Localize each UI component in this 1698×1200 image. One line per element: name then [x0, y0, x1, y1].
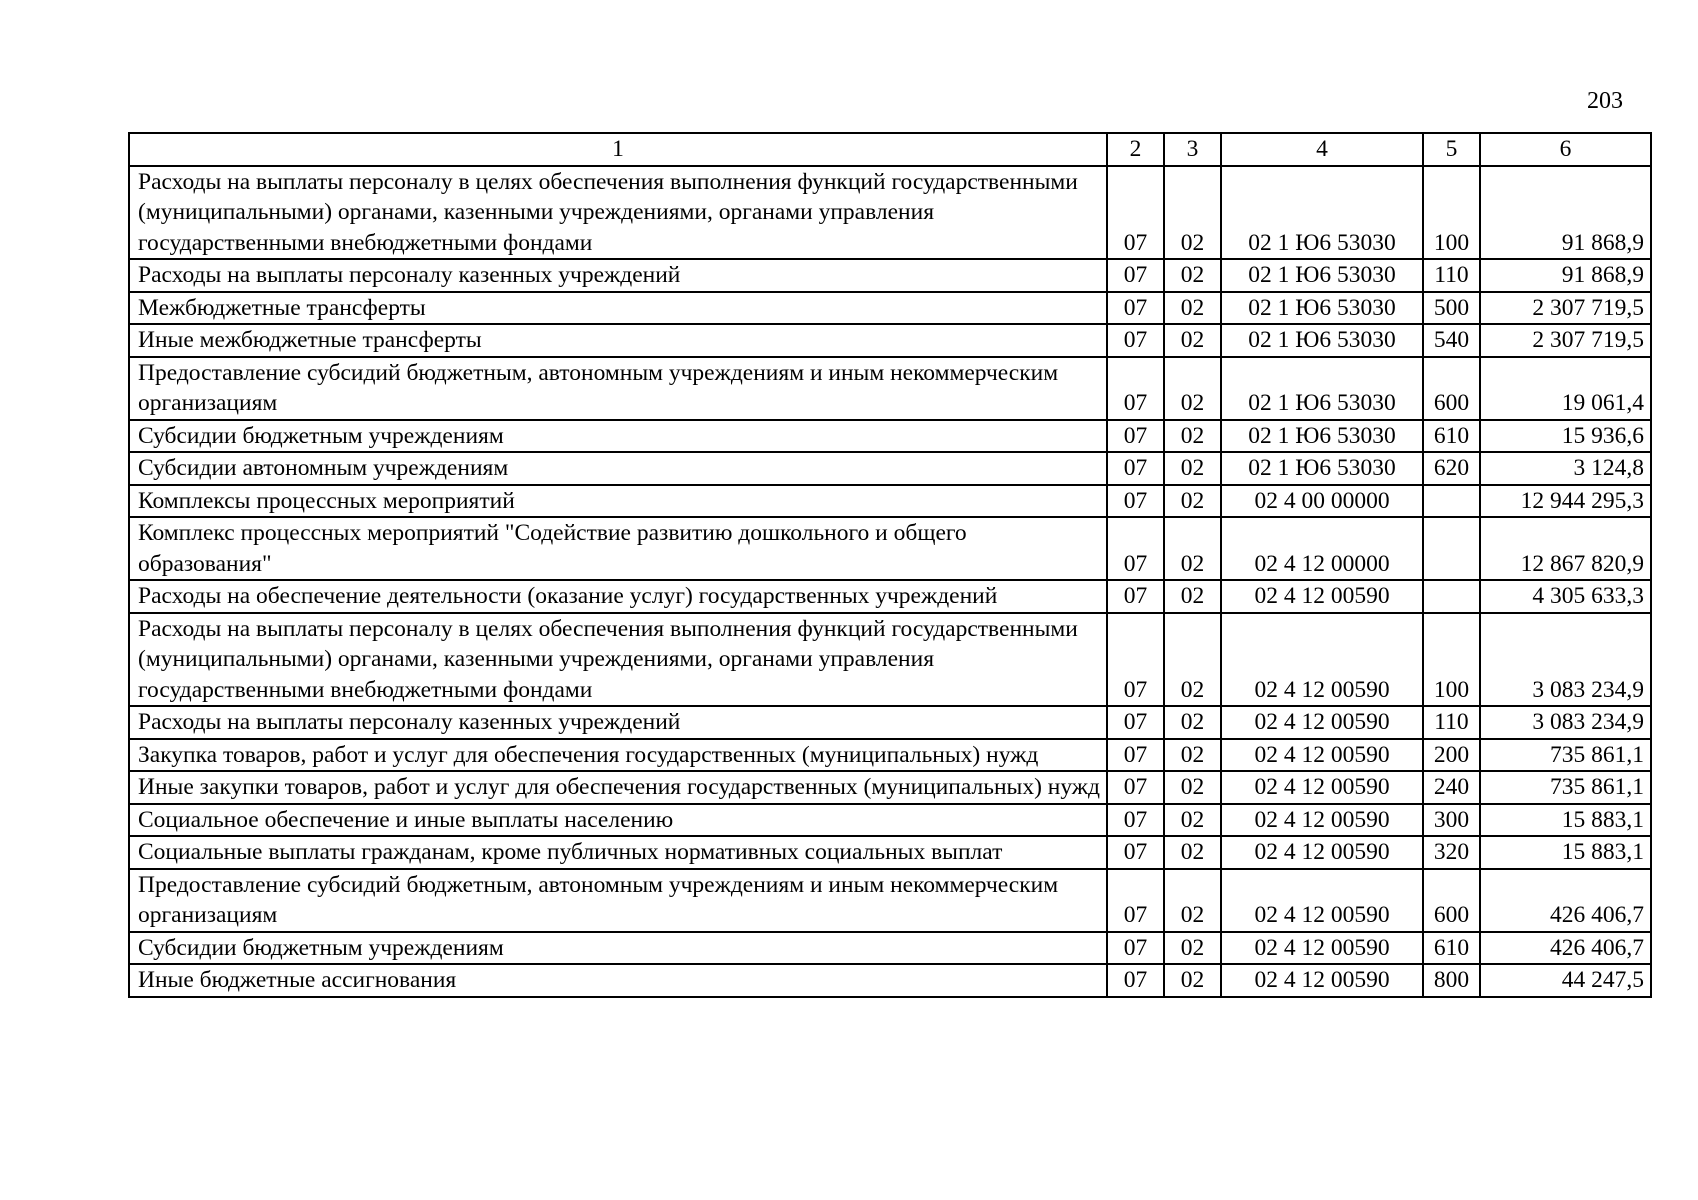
row-expense-type: 600 — [1423, 357, 1480, 420]
page-number: 203 — [1587, 88, 1623, 114]
row-subsection: 02 — [1164, 804, 1221, 837]
row-amount: 91 868,9 — [1480, 166, 1651, 260]
row-section: 07 — [1107, 324, 1164, 357]
row-subsection: 02 — [1164, 739, 1221, 772]
row-section: 07 — [1107, 932, 1164, 965]
row-expense-type: 100 — [1423, 166, 1480, 260]
column-header-1: 1 — [129, 133, 1107, 166]
row-expense-type: 320 — [1423, 836, 1480, 869]
row-name: Предоставление субсидий бюджетным, автономным учреждениям и иным некоммерческим организациям — [129, 869, 1107, 932]
column-header-3: 3 — [1164, 133, 1221, 166]
row-name: Расходы на обеспечение деятельности (оказание услуг) государственных учреждений — [129, 580, 1107, 613]
row-section: 07 — [1107, 357, 1164, 420]
row-expense-type: 540 — [1423, 324, 1480, 357]
row-section: 07 — [1107, 166, 1164, 260]
table-header — [129, 133, 1651, 166]
column-header-5: 5 — [1423, 133, 1480, 166]
row-target-code: 02 4 12 00590 — [1221, 932, 1423, 965]
row-subsection: 02 — [1164, 357, 1221, 420]
row-section: 07 — [1107, 452, 1164, 485]
row-subsection: 02 — [1164, 964, 1221, 997]
row-expense-type: 240 — [1423, 771, 1480, 804]
row-target-code: 02 1 Ю6 53030 — [1221, 292, 1423, 325]
table-row — [129, 357, 1651, 420]
row-section: 07 — [1107, 292, 1164, 325]
table-row — [129, 964, 1651, 997]
table-row — [129, 292, 1651, 325]
row-target-code: 02 1 Ю6 53030 — [1221, 452, 1423, 485]
table-row — [129, 771, 1651, 804]
row-target-code: 02 4 12 00590 — [1221, 580, 1423, 613]
row-name: Предоставление субсидий бюджетным, автономным учреждениям и иным некоммерческим организациям — [129, 357, 1107, 420]
row-name: Иные бюджетные ассигнования — [129, 964, 1107, 997]
row-expense-type: 100 — [1423, 613, 1480, 707]
row-name: Закупка товаров, работ и услуг для обеспечения государственных (муниципальных) нужд — [129, 739, 1107, 772]
row-subsection: 02 — [1164, 580, 1221, 613]
row-subsection: 02 — [1164, 166, 1221, 260]
row-name: Расходы на выплаты персоналу в целях обеспечения выполнения функций государственными (муниципальными) органами, казенными учреждениями, органами управления государственными внебюджетными фондами — [129, 166, 1107, 260]
row-name: Расходы на выплаты персоналу казенных учреждений — [129, 706, 1107, 739]
row-expense-type — [1423, 485, 1480, 518]
row-name: Социальное обеспечение и иные выплаты населению — [129, 804, 1107, 837]
row-subsection: 02 — [1164, 771, 1221, 804]
row-subsection: 02 — [1164, 485, 1221, 518]
row-name: Межбюджетные трансферты — [129, 292, 1107, 325]
table-row — [129, 580, 1651, 613]
row-name: Расходы на выплаты персоналу в целях обеспечения выполнения функций государственными (муниципальными) органами, казенными учреждениями, органами управления государственными внебюджетными фондами — [129, 613, 1107, 707]
row-section: 07 — [1107, 836, 1164, 869]
row-section: 07 — [1107, 580, 1164, 613]
row-expense-type: 200 — [1423, 739, 1480, 772]
row-amount: 12 867 820,9 — [1480, 517, 1651, 580]
row-section: 07 — [1107, 259, 1164, 292]
row-target-code: 02 4 12 00590 — [1221, 706, 1423, 739]
row-subsection: 02 — [1164, 517, 1221, 580]
row-section: 07 — [1107, 485, 1164, 518]
table-row — [129, 420, 1651, 453]
row-amount: 735 861,1 — [1480, 771, 1651, 804]
table-row — [129, 739, 1651, 772]
row-amount: 2 307 719,5 — [1480, 292, 1651, 325]
row-section: 07 — [1107, 517, 1164, 580]
row-target-code: 02 4 12 00590 — [1221, 739, 1423, 772]
row-section: 07 — [1107, 739, 1164, 772]
row-amount: 91 868,9 — [1480, 259, 1651, 292]
table-row — [129, 932, 1651, 965]
row-subsection: 02 — [1164, 452, 1221, 485]
row-expense-type: 300 — [1423, 804, 1480, 837]
row-expense-type: 600 — [1423, 869, 1480, 932]
column-header-2: 2 — [1107, 133, 1164, 166]
row-amount: 426 406,7 — [1480, 932, 1651, 965]
row-expense-type: 610 — [1423, 420, 1480, 453]
row-target-code: 02 4 12 00590 — [1221, 804, 1423, 837]
column-header-4: 4 — [1221, 133, 1423, 166]
row-name: Комплекс процессных мероприятий "Содействие развитию дошкольного и общего образования" — [129, 517, 1107, 580]
row-expense-type — [1423, 580, 1480, 613]
row-target-code: 02 1 Ю6 53030 — [1221, 259, 1423, 292]
row-expense-type: 500 — [1423, 292, 1480, 325]
row-subsection: 02 — [1164, 420, 1221, 453]
row-target-code: 02 1 Ю6 53030 — [1221, 324, 1423, 357]
row-target-code: 02 4 00 00000 — [1221, 485, 1423, 518]
row-target-code: 02 4 12 00590 — [1221, 613, 1423, 707]
row-name: Социальные выплаты гражданам, кроме публичных нормативных социальных выплат — [129, 836, 1107, 869]
row-amount: 4 305 633,3 — [1480, 580, 1651, 613]
budget-table — [128, 132, 1652, 998]
row-section: 07 — [1107, 771, 1164, 804]
row-amount: 2 307 719,5 — [1480, 324, 1651, 357]
row-expense-type: 110 — [1423, 706, 1480, 739]
table-row — [129, 706, 1651, 739]
row-amount: 44 247,5 — [1480, 964, 1651, 997]
row-amount: 3 083 234,9 — [1480, 706, 1651, 739]
row-target-code: 02 4 12 00590 — [1221, 836, 1423, 869]
row-target-code: 02 4 12 00000 — [1221, 517, 1423, 580]
row-target-code: 02 1 Ю6 53030 — [1221, 420, 1423, 453]
row-section: 07 — [1107, 420, 1164, 453]
row-subsection: 02 — [1164, 259, 1221, 292]
table-body — [129, 166, 1651, 997]
row-name: Расходы на выплаты персоналу казенных учреждений — [129, 259, 1107, 292]
row-subsection: 02 — [1164, 706, 1221, 739]
row-amount: 12 944 295,3 — [1480, 485, 1651, 518]
row-expense-type: 800 — [1423, 964, 1480, 997]
row-name: Комплексы процессных мероприятий — [129, 485, 1107, 518]
table-row — [129, 613, 1651, 707]
row-target-code: 02 4 12 00590 — [1221, 964, 1423, 997]
row-section: 07 — [1107, 964, 1164, 997]
row-expense-type — [1423, 517, 1480, 580]
row-name: Субсидии бюджетным учреждениям — [129, 420, 1107, 453]
row-target-code: 02 1 Ю6 53030 — [1221, 166, 1423, 260]
row-amount: 15 936,6 — [1480, 420, 1651, 453]
row-section: 07 — [1107, 869, 1164, 932]
table-row — [129, 324, 1651, 357]
row-section: 07 — [1107, 613, 1164, 707]
table-row — [129, 259, 1651, 292]
row-amount: 15 883,1 — [1480, 836, 1651, 869]
table-row — [129, 869, 1651, 932]
row-amount: 426 406,7 — [1480, 869, 1651, 932]
table-row — [129, 452, 1651, 485]
row-section: 07 — [1107, 804, 1164, 837]
row-amount: 3 083 234,9 — [1480, 613, 1651, 707]
table-row — [129, 485, 1651, 518]
row-amount: 15 883,1 — [1480, 804, 1651, 837]
header-row — [129, 133, 1651, 166]
row-name: Субсидии бюджетным учреждениям — [129, 932, 1107, 965]
row-amount: 3 124,8 — [1480, 452, 1651, 485]
column-header-6: 6 — [1480, 133, 1651, 166]
table-row — [129, 166, 1651, 260]
row-target-code: 02 4 12 00590 — [1221, 771, 1423, 804]
row-subsection: 02 — [1164, 932, 1221, 965]
row-subsection: 02 — [1164, 324, 1221, 357]
row-name: Иные закупки товаров, работ и услуг для обеспечения государственных (муниципальных) нужд — [129, 771, 1107, 804]
row-name: Субсидии автономным учреждениям — [129, 452, 1107, 485]
row-amount: 735 861,1 — [1480, 739, 1651, 772]
table-row — [129, 804, 1651, 837]
row-section: 07 — [1107, 706, 1164, 739]
row-subsection: 02 — [1164, 292, 1221, 325]
row-expense-type: 620 — [1423, 452, 1480, 485]
row-subsection: 02 — [1164, 836, 1221, 869]
row-target-code: 02 1 Ю6 53030 — [1221, 357, 1423, 420]
row-subsection: 02 — [1164, 613, 1221, 707]
row-amount: 19 061,4 — [1480, 357, 1651, 420]
row-expense-type: 610 — [1423, 932, 1480, 965]
row-target-code: 02 4 12 00590 — [1221, 869, 1423, 932]
row-name: Иные межбюджетные трансферты — [129, 324, 1107, 357]
table-row — [129, 517, 1651, 580]
table-row — [129, 836, 1651, 869]
row-expense-type: 110 — [1423, 259, 1480, 292]
row-subsection: 02 — [1164, 869, 1221, 932]
